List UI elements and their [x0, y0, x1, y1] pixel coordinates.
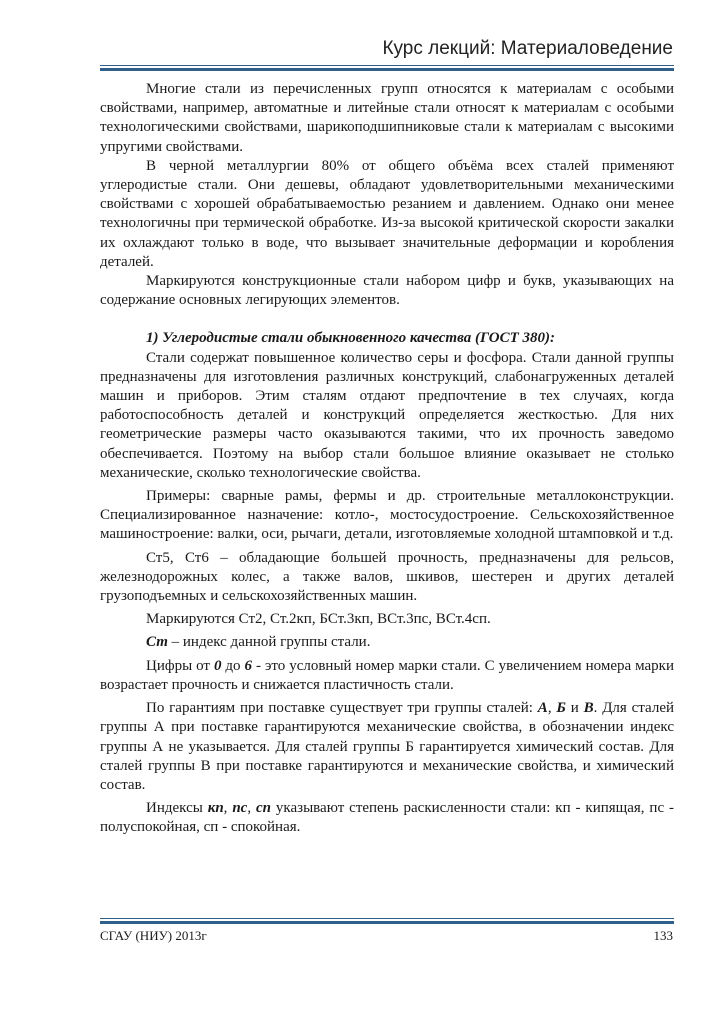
paragraph-2: В черной металлургии 80% от общего объёма всех сталей применяют углеродистые стали. Они дешевы, обладают удовлетворительными механическими свойствами с хорошей обрабатываемостью резанием и давлением. Однако они менее технологичны при термической обработке. Из-за высокой критической скорости закалки их охлаждают только в воде, что вызывает значительные деформации и коробления деталей.: [100, 157, 674, 270]
group-a: А: [537, 700, 548, 717]
group-v: В: [583, 700, 594, 717]
paragraph-5: Примеры: сварные рамы, фермы и др. строительные металлоконструкции. Специализированное назначение: котло-, мостосудостроение. Сельскохозяйственное машиностроение: валки, оси, рычаги, детали, изготовляемые холодной штамповкой и т.д.: [100, 488, 674, 543]
index-ps: пс: [232, 800, 248, 817]
paragraph-7: Маркируются Ст2, Ст.2кп, БСт.3кп, ВСт.3пс, ВСт.4сп.: [146, 611, 491, 628]
paragraph-3: Маркируются конструкционные стали набором цифр и букв, указывающих на содержание основных легирующих элементов.: [100, 273, 674, 309]
p9-zero: 0: [213, 657, 222, 674]
p10-and: и: [565, 700, 584, 717]
p11-sep2: ,: [247, 800, 257, 817]
p9-a: Цифры от: [146, 657, 214, 674]
paragraph-6: Ст5, Ст6 – обладающие большей прочность, предназначены для рельсов, железнодорожных колес, а также валов, шкивов, шестерен и других деталей грузоподъемных и сельскохозяйственных машин.: [100, 549, 674, 605]
header-rule-thick: [100, 68, 674, 71]
body-text: [100, 80, 674, 838]
p11-c: указывают степень раскисленности стали: кп - кипящая, пс - полуспокойная, сп - спокойная.: [100, 800, 675, 836]
paragraph-1: Многие стали из перечисленных групп относятся к материалам с особыми свойствами, например, автоматные и литейные стали относят к материалам с особыми технологическими свойствами, шарикоподшипниковые стали к материалам с высокими упругими свойствами.: [100, 81, 674, 155]
paragraph-8: [100, 633, 674, 652]
group-b: Б: [556, 700, 566, 717]
footer-institution: СГАУ (НИУ) 2013г: [100, 928, 207, 943]
index-sp: сп: [256, 800, 272, 817]
page-number: 133: [653, 928, 673, 943]
p9-six: 6: [244, 657, 253, 674]
paragraph-11: [100, 799, 674, 837]
p11-a: Индексы: [146, 800, 208, 817]
page-header-title: Курс лекций: Материаловедение: [382, 38, 673, 59]
p10-c: . Для сталей группы А при поставке гарантируются механические свойства, в обозначении индекс группы А не указывается. Для сталей группы Б гарантируется химический состав. Для сталей группы В при поставке гарантируются и механические свойства, и химический состав.: [100, 700, 674, 793]
section-heading: 1) Углеродистые стали обыкновенного качества (ГОСТ 380):: [146, 330, 556, 347]
p9-b: до: [221, 657, 245, 674]
footer-rule-thin: [100, 918, 674, 919]
paragraph-9: [100, 657, 674, 695]
p8-rest: – индекс данной группы стали.: [167, 634, 371, 651]
p10-a: По гарантиям при поставке существует три группы сталей:: [146, 700, 538, 717]
index-kp: кп: [207, 800, 224, 817]
paragraph-10: [100, 699, 674, 795]
header-rule-thin: [100, 65, 674, 66]
paragraph-4: Стали содержат повышенное количество серы и фосфора. Стали данной группы предназначены для изготовления различных конструкций, слабонагруженных деталей машин и приборов. Этим сталям отдают предпочтение в тех случаях, когда работоспособность деталей и конструкций определяется жесткостью. Для них геометрические размеры часто оказываются такими, что их прочность заведомо обеспечивается. Поэтому на выбор стали большое влияние оказывает не столько механические, сколько технологические свойства.: [100, 349, 674, 481]
p10-sep: ,: [547, 700, 557, 717]
p11-sep1: ,: [223, 800, 233, 817]
p9-c: - это условный номер марки стали. С увеличением номера марки возрастает прочность и снижается пластичность стали.: [100, 657, 674, 693]
st-index: Ст: [146, 634, 168, 651]
footer-rule-thick: [100, 921, 674, 924]
